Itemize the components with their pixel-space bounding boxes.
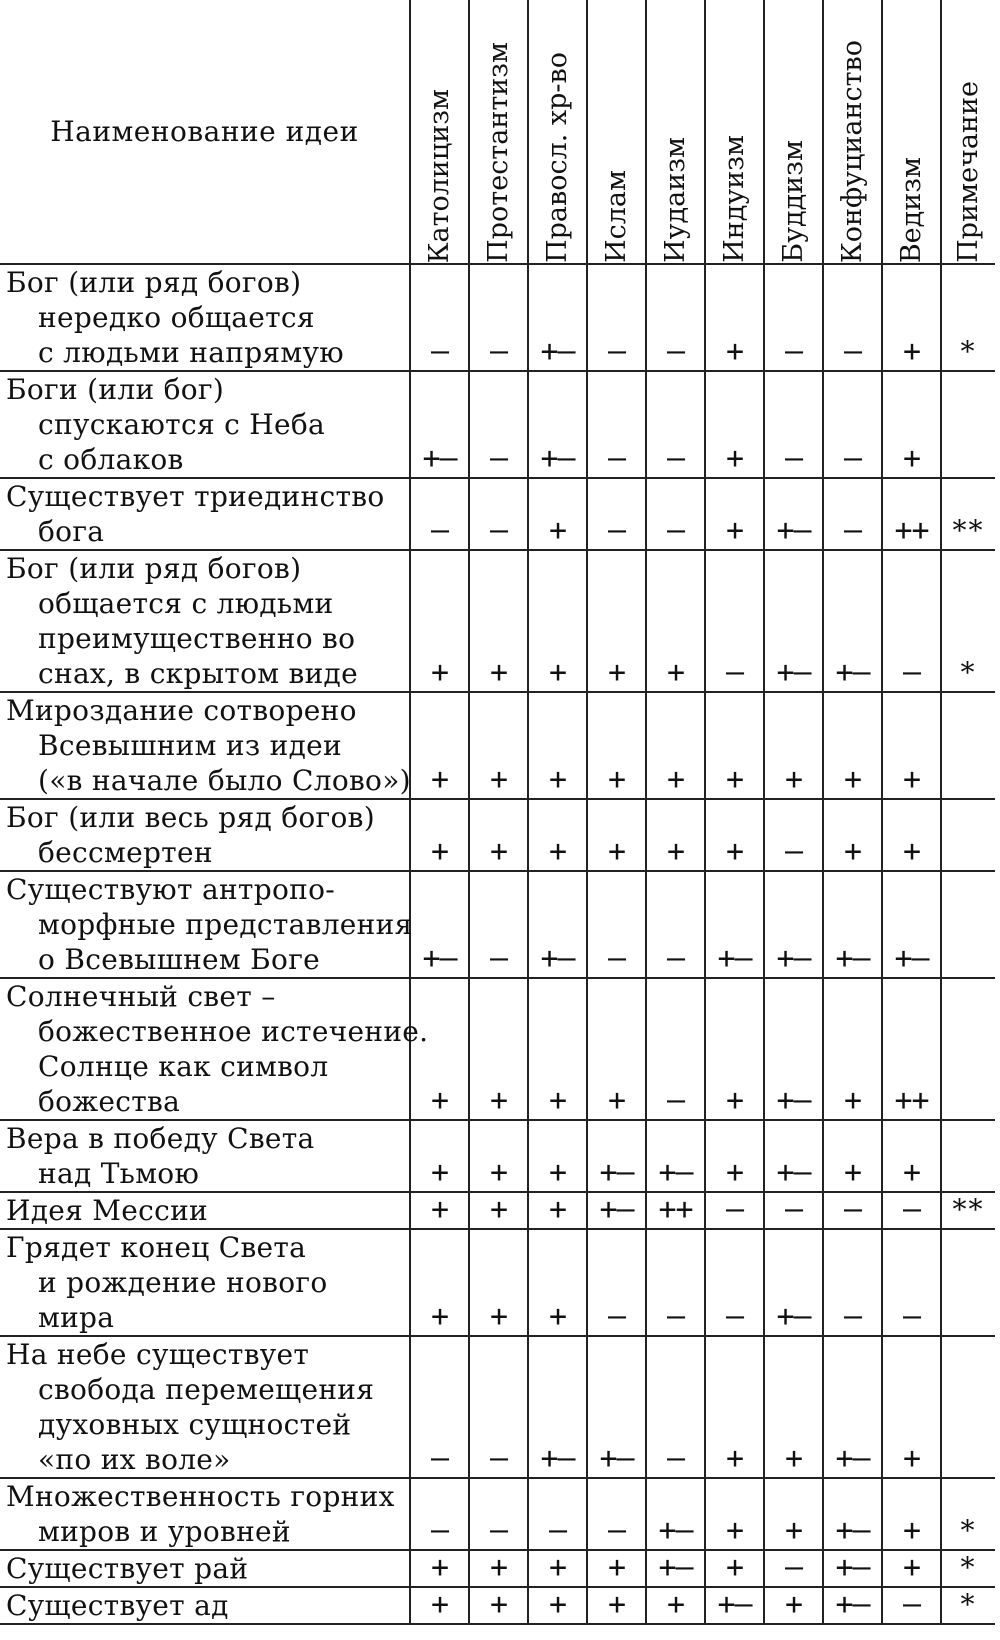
idea-name-cell: [0, 871, 413, 978]
value-cell: +: [528, 478, 587, 550]
idea-name-line: божества: [38, 1085, 181, 1118]
value-cell: +: [764, 692, 823, 799]
value-cell: +: [528, 1229, 587, 1336]
value-cell: +: [646, 1587, 705, 1624]
idea-name-line: Существует триединство: [6, 480, 385, 513]
value-cell: +: [528, 978, 587, 1120]
table-body: [0, 264, 995, 1624]
value-cell: +: [764, 1587, 823, 1624]
value-cell: +: [587, 1587, 646, 1624]
value-cell: +: [705, 264, 764, 371]
idea-name-cell: [0, 1120, 410, 1192]
value-cell: –: [764, 371, 823, 478]
value-cell: +: [646, 799, 705, 871]
table-row: [0, 264, 995, 371]
value-cell: –: [528, 1478, 587, 1550]
idea-name-line: свобода перемещения: [38, 1373, 375, 1406]
table-row: [0, 871, 995, 978]
table-row: [0, 978, 995, 1120]
column-header-label: Протестантизм: [482, 42, 514, 263]
column-header-label: Индуизм: [718, 135, 750, 263]
value-cell: +–: [410, 371, 469, 478]
value-cell: +–: [646, 1550, 705, 1587]
note-cell: *: [941, 264, 995, 371]
note-cell: **: [941, 1192, 995, 1229]
note-cell: [941, 692, 995, 799]
table-row: [0, 550, 995, 692]
value-cell: +–: [705, 871, 764, 978]
idea-name-line: снах, в скрытом виде: [38, 657, 358, 690]
value-cell: +: [705, 1550, 764, 1587]
value-cell: +: [705, 478, 764, 550]
idea-name-cell: [0, 692, 410, 799]
idea-name-line: бога: [38, 515, 105, 548]
idea-name-line: морфные представления: [38, 908, 413, 941]
value-cell: +: [705, 978, 764, 1120]
idea-name-line: Боги (или бог): [6, 373, 225, 406]
value-cell: +–: [823, 1550, 882, 1587]
value-cell: +–: [646, 1120, 705, 1192]
note-cell: *: [941, 1587, 995, 1624]
column-header-label: Буддизм: [777, 140, 809, 263]
value-cell: +–: [705, 1587, 764, 1624]
value-cell: –: [646, 371, 705, 478]
value-cell: +: [705, 371, 764, 478]
table-row: [0, 1229, 995, 1336]
value-cell: +–: [646, 1478, 705, 1550]
value-cell: –: [646, 1336, 705, 1478]
idea-name-line: Существует рай: [6, 1552, 249, 1585]
table-row: [0, 1120, 995, 1192]
idea-name-line: над Тьмою: [38, 1157, 200, 1190]
value-cell: +: [410, 1229, 469, 1336]
value-cell: –: [587, 871, 646, 978]
note-cell: *: [941, 1478, 995, 1550]
idea-name-cell: [0, 1192, 410, 1229]
idea-name-line: духовных сущностей: [38, 1408, 352, 1441]
idea-name-cell: [0, 478, 410, 550]
idea-name-line: и рождение нового: [38, 1266, 328, 1299]
value-cell: +: [823, 692, 882, 799]
note-cell: *: [941, 1550, 995, 1587]
value-cell: +–: [587, 1120, 646, 1192]
idea-name-line: Вера в победу Света: [6, 1122, 315, 1155]
column-header-label: Католицизм: [423, 88, 455, 263]
table-header: [0, 0, 995, 264]
value-cell: –: [646, 1229, 705, 1336]
note-cell: [941, 1120, 995, 1192]
value-cell: –: [469, 478, 528, 550]
value-cell: +: [410, 692, 469, 799]
value-cell: –: [646, 871, 705, 978]
value-cell: +: [646, 692, 705, 799]
idea-name-cell: [0, 371, 410, 478]
idea-name-line: спускаются с Неба: [38, 408, 326, 441]
idea-name-cell: [0, 1478, 410, 1550]
value-cell: –: [764, 1192, 823, 1229]
value-cell: +–: [528, 371, 587, 478]
value-cell: –: [705, 1229, 764, 1336]
idea-name-line: Бог (или ряд богов): [6, 266, 302, 299]
value-cell: –: [705, 1192, 764, 1229]
value-cell: +: [469, 1229, 528, 1336]
value-cell: ++: [646, 1192, 705, 1229]
value-cell: +: [882, 1120, 941, 1192]
value-cell: –: [587, 264, 646, 371]
value-cell: +: [823, 1120, 882, 1192]
idea-name-line: божественное истечение.: [38, 1015, 429, 1048]
value-cell: +: [410, 1587, 469, 1624]
table-row: [0, 371, 995, 478]
value-cell: +–: [764, 978, 823, 1120]
value-cell: +: [528, 692, 587, 799]
column-header-label: Ислам: [600, 170, 632, 263]
value-cell: +: [469, 1550, 528, 1587]
value-cell: +: [705, 1336, 764, 1478]
idea-name-line: бессмертен: [38, 836, 213, 869]
value-cell: +: [882, 799, 941, 871]
value-cell: +: [587, 692, 646, 799]
table-row: [0, 1587, 995, 1624]
value-cell: +: [587, 1550, 646, 1587]
column-header-idea-name: Наименование идеи: [0, 0, 410, 264]
value-cell: +–: [587, 1192, 646, 1229]
value-cell: +: [705, 692, 764, 799]
value-cell: +: [705, 799, 764, 871]
value-cell: +: [469, 692, 528, 799]
idea-name-line: Солнечный свет –: [6, 980, 276, 1013]
value-cell: +: [410, 1550, 469, 1587]
value-cell: –: [882, 550, 941, 692]
idea-name-line: Грядет конец Света: [6, 1231, 307, 1264]
value-cell: –: [587, 1229, 646, 1336]
idea-name-cell: [0, 978, 429, 1120]
value-cell: +–: [528, 871, 587, 978]
table-row: [0, 692, 995, 799]
value-cell: +: [705, 1120, 764, 1192]
idea-name-line: с людьми напрямую: [38, 336, 344, 369]
value-cell: +: [528, 799, 587, 871]
value-cell: +: [882, 692, 941, 799]
idea-name-line: Существуют антропо-: [6, 873, 335, 906]
value-cell: +–: [764, 1229, 823, 1336]
value-cell: +: [823, 799, 882, 871]
value-cell: –: [469, 871, 528, 978]
value-cell: +: [587, 550, 646, 692]
idea-name-line: Бог (или ряд богов): [6, 552, 302, 585]
value-cell: –: [823, 371, 882, 478]
value-cell: +: [823, 978, 882, 1120]
column-header: [764, 0, 823, 264]
value-cell: +: [410, 978, 469, 1120]
column-header: [823, 0, 882, 264]
idea-name-line: («в начале было Слово»): [38, 764, 411, 797]
column-header: [410, 0, 469, 264]
value-cell: +: [528, 550, 587, 692]
value-cell: –: [646, 264, 705, 371]
value-cell: +–: [764, 550, 823, 692]
value-cell: –: [469, 264, 528, 371]
header-row: [0, 0, 995, 264]
value-cell: +: [646, 550, 705, 692]
column-header: [469, 0, 528, 264]
value-cell: –: [646, 478, 705, 550]
idea-name-cell: [0, 1550, 410, 1587]
value-cell: –: [705, 550, 764, 692]
idea-name-cell: [0, 264, 410, 371]
value-cell: –: [764, 1550, 823, 1587]
value-cell: +: [764, 1478, 823, 1550]
idea-name-line: о Всевышнем Боге: [38, 943, 321, 976]
value-cell: ++: [882, 978, 941, 1120]
table-row: [0, 1192, 995, 1229]
value-cell: +: [469, 1587, 528, 1624]
column-header: [941, 0, 995, 264]
value-cell: –: [646, 978, 705, 1120]
value-cell: +–: [528, 1336, 587, 1478]
value-cell: +: [587, 978, 646, 1120]
value-cell: +: [705, 1478, 764, 1550]
note-cell: *: [941, 550, 995, 692]
idea-name-line: миров и уровней: [38, 1515, 291, 1548]
column-header-label: Правосл. хр-во: [541, 52, 573, 263]
value-cell: +: [882, 1550, 941, 1587]
column-header-label: Иудаизм: [659, 137, 691, 263]
idea-name-line: Бог (или весь ряд богов): [6, 801, 375, 834]
idea-name-line: преимущественно во: [38, 622, 356, 655]
value-cell: –: [882, 1587, 941, 1624]
value-cell: +–: [882, 871, 941, 978]
idea-name-cell: [0, 550, 410, 692]
idea-name-line: На небе существует: [6, 1338, 310, 1371]
value-cell: –: [823, 1192, 882, 1229]
value-cell: –: [410, 1336, 469, 1478]
value-cell: +–: [587, 1336, 646, 1478]
value-cell: +: [587, 799, 646, 871]
value-cell: –: [823, 1229, 882, 1336]
idea-name-line: «по их воле»: [38, 1443, 231, 1476]
value-cell: –: [882, 1229, 941, 1336]
column-header-label: Примечание: [952, 81, 984, 263]
idea-name-cell: [0, 799, 410, 871]
value-cell: +: [410, 1192, 469, 1229]
value-cell: –: [410, 478, 469, 550]
value-cell: –: [587, 478, 646, 550]
table-row: [0, 478, 995, 550]
value-cell: –: [587, 1478, 646, 1550]
value-cell: –: [469, 1336, 528, 1478]
value-cell: ++: [882, 478, 941, 550]
idea-name-line: общается с людьми: [38, 587, 334, 620]
value-cell: +: [469, 978, 528, 1120]
value-cell: +: [410, 550, 469, 692]
value-cell: +: [882, 264, 941, 371]
column-header: [528, 0, 587, 264]
note-cell: [941, 1336, 995, 1478]
table-row: [0, 1478, 995, 1550]
idea-name-line: с облаков: [38, 443, 184, 476]
value-cell: +–: [823, 550, 882, 692]
value-cell: +: [528, 1550, 587, 1587]
value-cell: +: [882, 371, 941, 478]
value-cell: +–: [823, 1587, 882, 1624]
value-cell: +: [764, 1336, 823, 1478]
table-row: [0, 1550, 995, 1587]
value-cell: –: [882, 1192, 941, 1229]
value-cell: –: [764, 264, 823, 371]
value-cell: +: [469, 1120, 528, 1192]
value-cell: –: [764, 799, 823, 871]
value-cell: –: [469, 371, 528, 478]
value-cell: +–: [410, 871, 469, 978]
value-cell: +: [469, 1192, 528, 1229]
column-header: [705, 0, 764, 264]
value-cell: +: [410, 799, 469, 871]
column-header: [587, 0, 646, 264]
value-cell: +: [882, 1478, 941, 1550]
note-cell: [941, 799, 995, 871]
idea-name-line: нередко общается: [38, 301, 315, 334]
value-cell: +: [528, 1587, 587, 1624]
value-cell: –: [410, 264, 469, 371]
value-cell: +–: [823, 1336, 882, 1478]
value-cell: +: [469, 799, 528, 871]
table-row: [0, 1336, 995, 1478]
idea-name-line: Существует ад: [6, 1589, 229, 1622]
value-cell: +: [528, 1120, 587, 1192]
note-cell: [941, 371, 995, 478]
idea-name-cell: [0, 1229, 410, 1336]
idea-name-cell: [0, 1336, 410, 1478]
idea-name-line: Идея Мессии: [6, 1194, 209, 1227]
value-cell: +: [882, 1336, 941, 1478]
value-cell: +–: [823, 871, 882, 978]
value-cell: –: [410, 1478, 469, 1550]
column-header: [882, 0, 941, 264]
idea-name-line: Всевышним из идеи: [38, 729, 342, 762]
note-cell: **: [941, 478, 995, 550]
column-header-label: Конфуцианство: [836, 39, 868, 263]
value-cell: +: [528, 1192, 587, 1229]
value-cell: +–: [764, 478, 823, 550]
value-cell: +–: [764, 871, 823, 978]
column-header: [646, 0, 705, 264]
column-header-label: Ведизм: [895, 156, 927, 263]
idea-name-line: Мироздание сотворено: [6, 694, 357, 727]
note-cell: [941, 1229, 995, 1336]
value-cell: +–: [528, 264, 587, 371]
value-cell: +–: [823, 1478, 882, 1550]
value-cell: +–: [764, 1120, 823, 1192]
value-cell: –: [823, 478, 882, 550]
value-cell: –: [469, 1478, 528, 1550]
idea-name-line: Множественность горних: [6, 1480, 395, 1513]
value-cell: –: [587, 371, 646, 478]
table-row: [0, 799, 995, 871]
idea-name-cell: [0, 1587, 410, 1624]
value-cell: +: [410, 1120, 469, 1192]
idea-name-line: мира: [38, 1301, 115, 1334]
value-cell: +: [469, 550, 528, 692]
note-cell: [941, 978, 995, 1120]
idea-name-line: Солнце как символ: [38, 1050, 329, 1083]
value-cell: –: [823, 264, 882, 371]
note-cell: [941, 871, 995, 978]
